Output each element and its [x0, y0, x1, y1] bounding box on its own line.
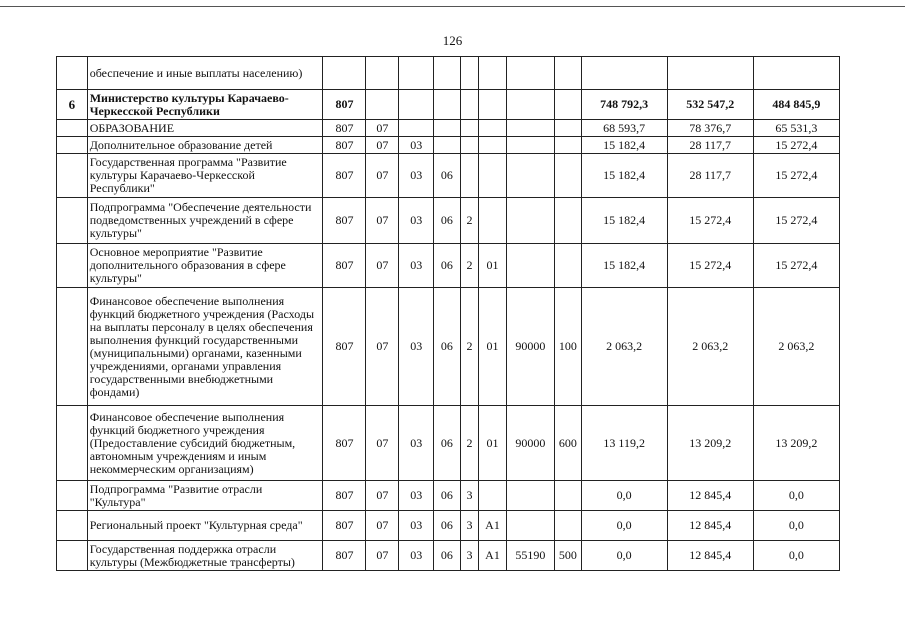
amount-year3-cell: 15 272,4 [753, 137, 839, 154]
ministry-code-cell: 807 [323, 511, 366, 541]
row-number-cell [57, 120, 88, 137]
amount-year1-cell: 0,0 [581, 481, 667, 511]
direction-code-cell: 55190 [506, 541, 554, 571]
item-name-cell: ОБРАЗОВАНИЕ [87, 120, 323, 137]
amount-year1-cell: 15 182,4 [581, 154, 667, 198]
subprogram-code-cell: 2 [460, 406, 478, 481]
section-code-cell: 07 [366, 511, 399, 541]
program-code-cell [434, 137, 461, 154]
program-code-cell: 06 [434, 511, 461, 541]
row-number-cell [57, 288, 88, 406]
item-name-cell: Основное мероприятие "Развитие дополнительного образования в сфере культуры" [87, 244, 323, 288]
section-code-cell [366, 90, 399, 120]
expense-type-code-cell [555, 154, 582, 198]
subprogram-code-cell [460, 120, 478, 137]
program-code-cell [434, 90, 461, 120]
event-code-cell: 01 [479, 406, 507, 481]
amount-year2-cell: 12 845,4 [667, 541, 753, 571]
ministry-code-cell: 807 [323, 406, 366, 481]
row-number-cell [57, 198, 88, 244]
amount-year1-cell: 68 593,7 [581, 120, 667, 137]
expense-type-code-cell [555, 244, 582, 288]
ministry-code-cell: 807 [323, 288, 366, 406]
program-code-cell: 06 [434, 288, 461, 406]
table-row [57, 57, 840, 90]
event-code-cell [479, 137, 507, 154]
ministry-code-cell: 807 [323, 90, 366, 120]
subprogram-code-cell: 2 [460, 288, 478, 406]
amount-year3-cell: 2 063,2 [753, 288, 839, 406]
expense-type-code-cell [555, 120, 582, 137]
item-name-cell: Финансовое обеспечение выполнения функций бюджетного учреждения (Предоставление субсидий бюджетным, автономным учреждениям и иным некоммерческим организациям) [87, 406, 323, 481]
amount-year3-cell: 15 272,4 [753, 198, 839, 244]
row-number-cell [57, 511, 88, 541]
event-code-cell: 01 [479, 288, 507, 406]
section-code-cell: 07 [366, 198, 399, 244]
expense-type-code-cell: 600 [555, 406, 582, 481]
expense-type-code-cell [555, 90, 582, 120]
ministry-code-cell: 807 [323, 198, 366, 244]
amount-year2-cell: 28 117,7 [667, 154, 753, 198]
row-number-cell [57, 154, 88, 198]
subsection-code-cell: 03 [399, 137, 434, 154]
event-code-cell [479, 198, 507, 244]
ministry-code-cell: 807 [323, 244, 366, 288]
amount-year3-cell: 0,0 [753, 541, 839, 571]
amount-year2-cell: 532 547,2 [667, 90, 753, 120]
table-row [57, 541, 840, 571]
table-row [57, 137, 840, 154]
subsection-code-cell: 03 [399, 406, 434, 481]
subprogram-code-cell: 2 [460, 198, 478, 244]
program-code-cell: 06 [434, 541, 461, 571]
table-row [57, 90, 840, 120]
section-code-cell [366, 57, 399, 90]
direction-code-cell [506, 511, 554, 541]
amount-year1-cell: 2 063,2 [581, 288, 667, 406]
expense-type-code-cell [555, 481, 582, 511]
expense-type-code-cell: 100 [555, 288, 582, 406]
amount-year2-cell: 13 209,2 [667, 406, 753, 481]
section-code-cell: 07 [366, 154, 399, 198]
ministry-code-cell: 807 [323, 541, 366, 571]
subprogram-code-cell [460, 90, 478, 120]
amount-year1-cell: 15 182,4 [581, 198, 667, 244]
program-code-cell: 06 [434, 406, 461, 481]
event-code-cell [479, 481, 507, 511]
amount-year1-cell: 13 119,2 [581, 406, 667, 481]
amount-year3-cell: 15 272,4 [753, 244, 839, 288]
ministry-code-cell: 807 [323, 481, 366, 511]
program-code-cell: 06 [434, 481, 461, 511]
amount-year1-cell: 748 792,3 [581, 90, 667, 120]
subprogram-code-cell: 3 [460, 481, 478, 511]
row-number-cell [57, 481, 88, 511]
subsection-code-cell [399, 120, 434, 137]
direction-code-cell [506, 244, 554, 288]
item-name-cell: обеспечение и иные выплаты населению) [87, 57, 323, 90]
amount-year1-cell: 0,0 [581, 541, 667, 571]
item-name-cell: Дополнительное образование детей [87, 137, 323, 154]
program-code-cell [434, 57, 461, 90]
subprogram-code-cell: 2 [460, 244, 478, 288]
row-number-cell [57, 57, 88, 90]
table-row [57, 198, 840, 244]
program-code-cell: 06 [434, 198, 461, 244]
scan-edge-line [0, 6, 905, 7]
item-name-cell: Подпрограмма "Обеспечение деятельности подведомственных учреждений в сфере культуры" [87, 198, 323, 244]
event-code-cell: 01 [479, 244, 507, 288]
row-number-cell [57, 406, 88, 481]
amount-year3-cell: 13 209,2 [753, 406, 839, 481]
subsection-code-cell: 03 [399, 288, 434, 406]
subsection-code-cell: 03 [399, 244, 434, 288]
subprogram-code-cell: 3 [460, 511, 478, 541]
item-name-cell: Государственная поддержка отрасли культуры (Межбюджетные трансферты) [87, 541, 323, 571]
section-code-cell: 07 [366, 541, 399, 571]
amount-year2-cell: 15 272,4 [667, 244, 753, 288]
section-code-cell: 07 [366, 406, 399, 481]
table-row [57, 288, 840, 406]
ministry-code-cell [323, 57, 366, 90]
amount-year2-cell: 12 845,4 [667, 481, 753, 511]
direction-code-cell [506, 120, 554, 137]
budget-table-body [57, 57, 840, 571]
subsection-code-cell: 03 [399, 154, 434, 198]
amount-year2-cell: 15 272,4 [667, 198, 753, 244]
amount-year3-cell: 65 531,3 [753, 120, 839, 137]
section-code-cell: 07 [366, 120, 399, 137]
row-number-cell [57, 137, 88, 154]
item-name-cell: Финансовое обеспечение выполнения функций бюджетного учреждения (Расходы на выплаты персоналу в целях обеспечения выполнения функций государственными (муниципальными) органами, казенными учреждениями, органами управления государственными внебюджетными фондами) [87, 288, 323, 406]
expense-type-code-cell [555, 511, 582, 541]
amount-year2-cell [667, 57, 753, 90]
direction-code-cell [506, 90, 554, 120]
page-number: 126 [442, 33, 463, 48]
expense-type-code-cell: 500 [555, 541, 582, 571]
amount-year3-cell [753, 57, 839, 90]
amount-year1-cell: 15 182,4 [581, 137, 667, 154]
event-code-cell [479, 120, 507, 137]
ministry-code-cell: 807 [323, 154, 366, 198]
row-number-cell: 6 [57, 90, 88, 120]
ministry-code-cell: 807 [323, 137, 366, 154]
event-code-cell [479, 154, 507, 198]
event-code-cell [479, 57, 507, 90]
subprogram-code-cell: 3 [460, 541, 478, 571]
subsection-code-cell [399, 57, 434, 90]
subprogram-code-cell [460, 57, 478, 90]
item-name-cell: Министерство культуры Карачаево-Черкесской Республики [87, 90, 323, 120]
subsection-code-cell: 03 [399, 511, 434, 541]
program-code-cell: 06 [434, 244, 461, 288]
expense-type-code-cell [555, 57, 582, 90]
table-row [57, 406, 840, 481]
amount-year3-cell: 0,0 [753, 511, 839, 541]
amount-year2-cell: 78 376,7 [667, 120, 753, 137]
program-code-cell [434, 120, 461, 137]
direction-code-cell [506, 57, 554, 90]
section-code-cell: 07 [366, 137, 399, 154]
event-code-cell: A1 [479, 541, 507, 571]
direction-code-cell [506, 198, 554, 244]
program-code-cell: 06 [434, 154, 461, 198]
ministry-code-cell: 807 [323, 120, 366, 137]
event-code-cell [479, 90, 507, 120]
expense-type-code-cell [555, 137, 582, 154]
subsection-code-cell: 03 [399, 481, 434, 511]
subprogram-code-cell [460, 154, 478, 198]
amount-year3-cell: 0,0 [753, 481, 839, 511]
subsection-code-cell: 03 [399, 541, 434, 571]
table-row [57, 120, 840, 137]
amount-year2-cell: 28 117,7 [667, 137, 753, 154]
direction-code-cell: 90000 [506, 406, 554, 481]
amount-year2-cell: 2 063,2 [667, 288, 753, 406]
direction-code-cell [506, 481, 554, 511]
row-number-cell [57, 541, 88, 571]
item-name-cell: Подпрограмма "Развитие отрасли "Культура" [87, 481, 323, 511]
item-name-cell: Региональный проект "Культурная среда" [87, 511, 323, 541]
table-row [57, 154, 840, 198]
table-row [57, 511, 840, 541]
table-row [57, 481, 840, 511]
amount-year1-cell: 0,0 [581, 511, 667, 541]
amount-year1-cell: 15 182,4 [581, 244, 667, 288]
direction-code-cell: 90000 [506, 288, 554, 406]
section-code-cell: 07 [366, 244, 399, 288]
budget-table [56, 56, 840, 571]
amount-year1-cell [581, 57, 667, 90]
item-name-cell: Государственная программа "Развитие культуры Карачаево-Черкесской Республики" [87, 154, 323, 198]
subsection-code-cell: 03 [399, 198, 434, 244]
subprogram-code-cell [460, 137, 478, 154]
event-code-cell: A1 [479, 511, 507, 541]
section-code-cell: 07 [366, 288, 399, 406]
direction-code-cell [506, 154, 554, 198]
section-code-cell: 07 [366, 481, 399, 511]
row-number-cell [57, 244, 88, 288]
table-row [57, 244, 840, 288]
amount-year2-cell: 12 845,4 [667, 511, 753, 541]
amount-year3-cell: 484 845,9 [753, 90, 839, 120]
subsection-code-cell [399, 90, 434, 120]
amount-year3-cell: 15 272,4 [753, 154, 839, 198]
direction-code-cell [506, 137, 554, 154]
expense-type-code-cell [555, 198, 582, 244]
